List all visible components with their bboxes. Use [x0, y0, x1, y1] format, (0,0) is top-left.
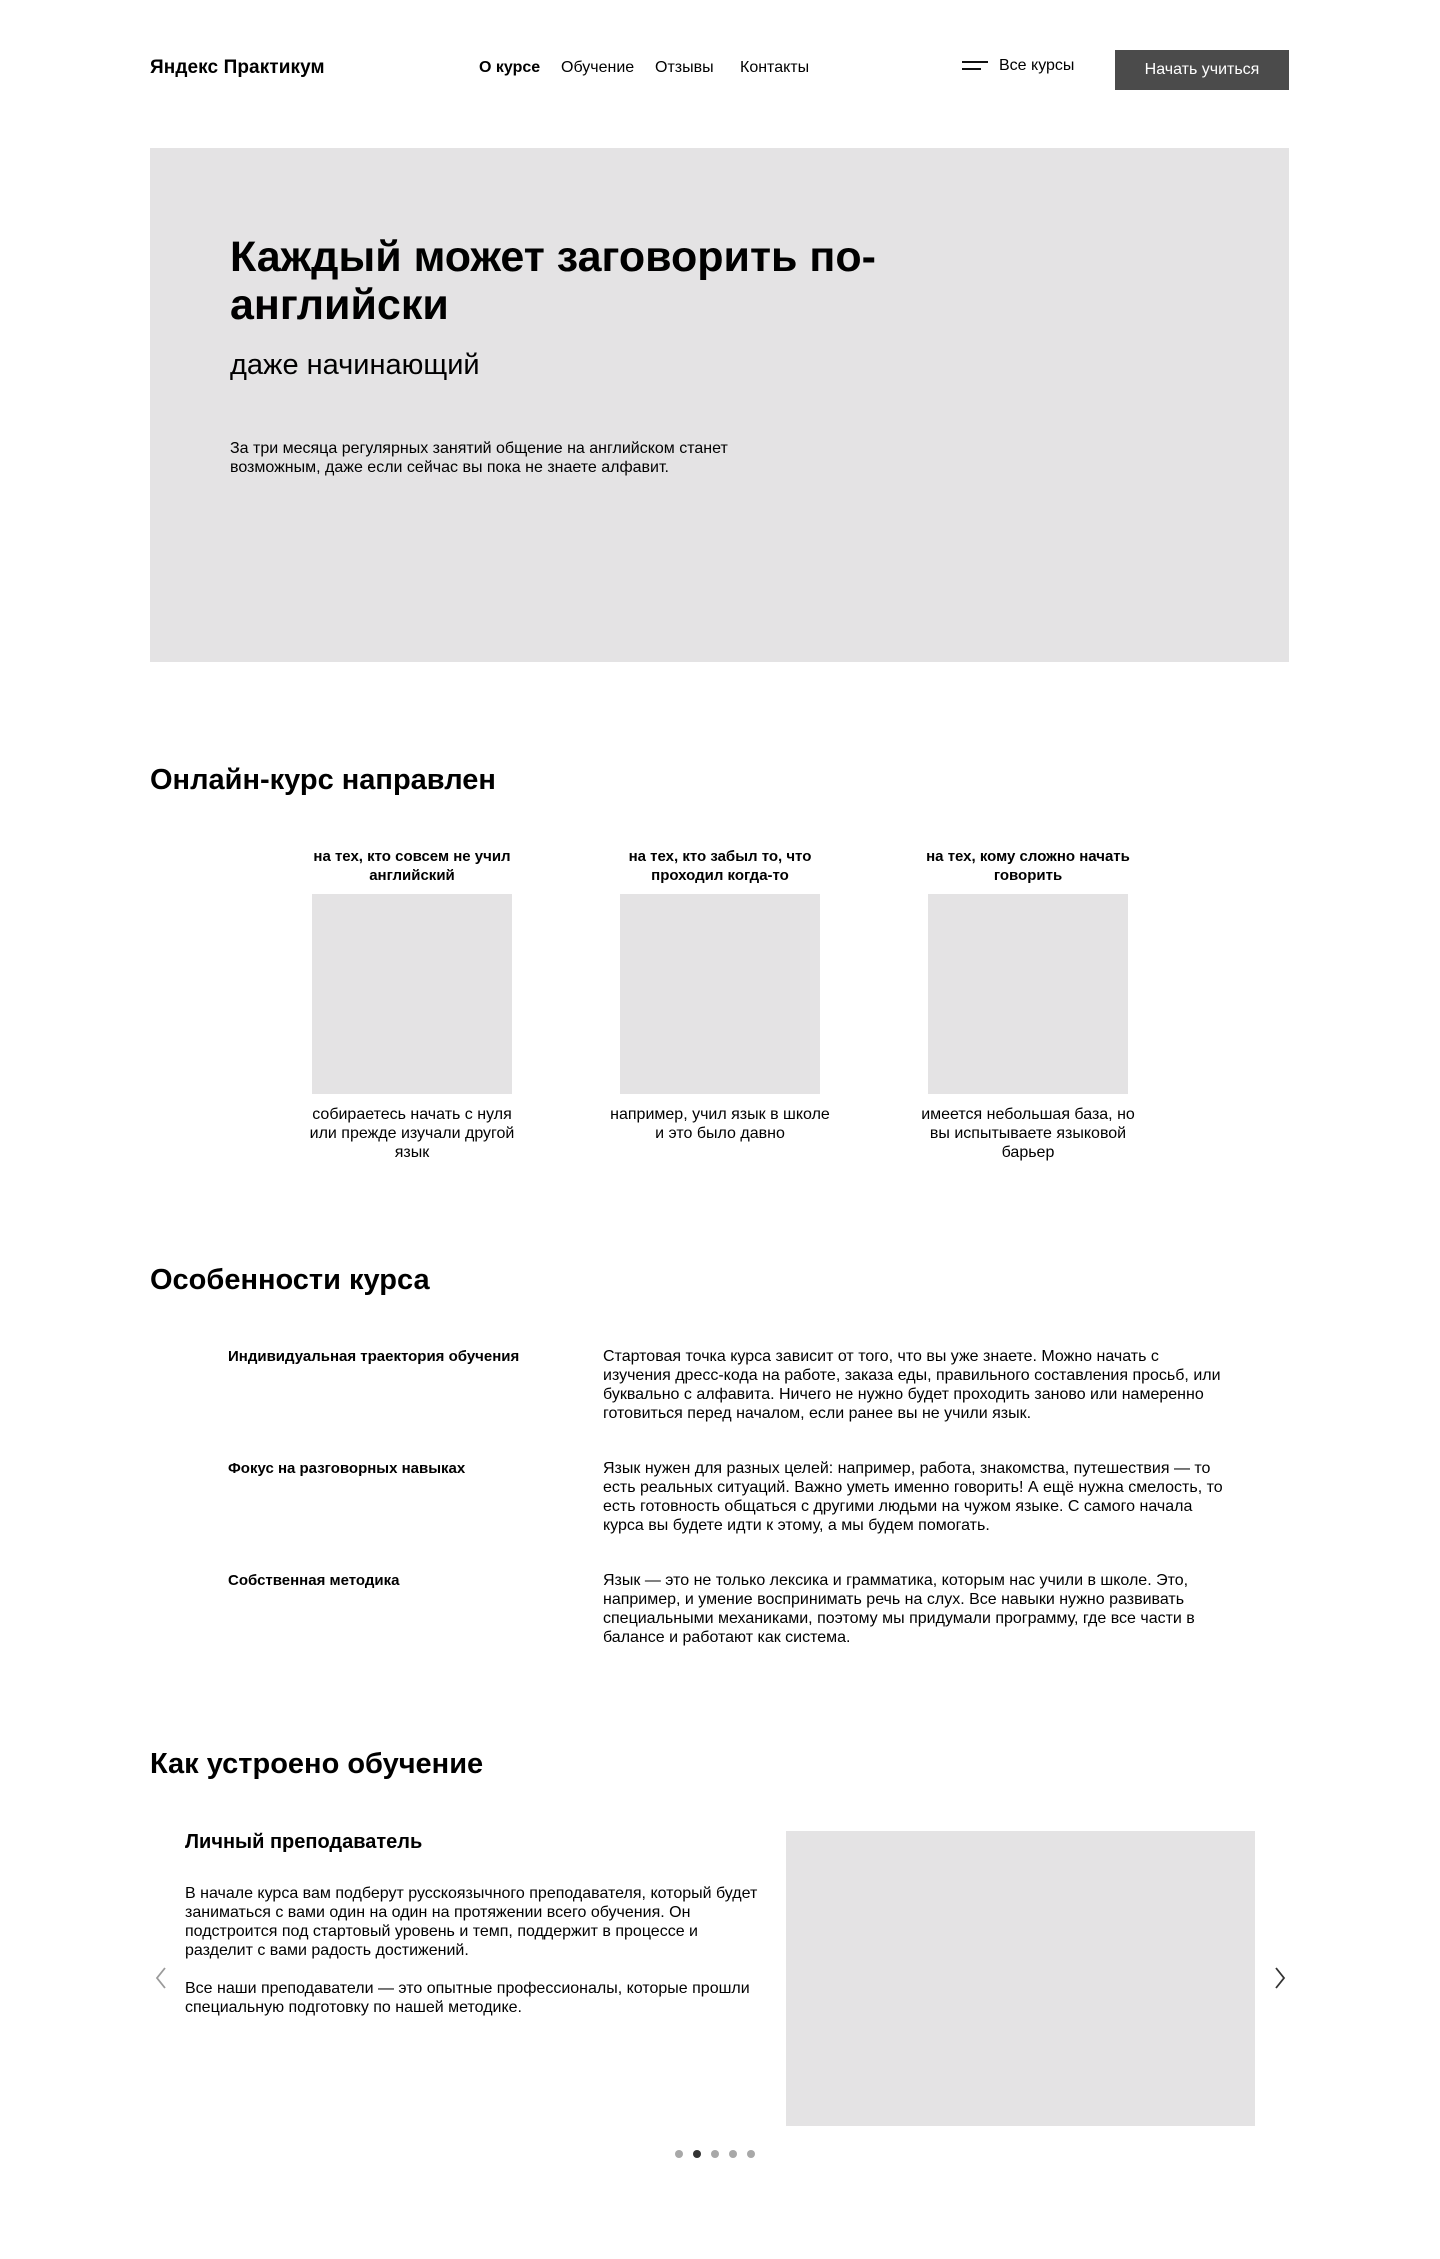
slider-dot[interactable] [729, 2150, 737, 2158]
slider-dot[interactable] [675, 2150, 683, 2158]
hero-banner [150, 148, 1289, 662]
nav-item-learning[interactable]: Обучение [561, 59, 635, 76]
start-learning-button[interactable]: Начать учиться [1115, 50, 1289, 90]
audience-card-description: например, учил язык в школе и это было давно [610, 1106, 830, 1142]
all-courses-button[interactable] [962, 57, 1074, 75]
slider-dot[interactable] [711, 2150, 719, 2158]
slider-dot-active[interactable] [693, 2150, 701, 2158]
hero-subtitle: даже начинающий [230, 349, 480, 381]
feature-name: Индивидуальная траектория обучения [228, 1348, 520, 1365]
burger-menu-icon [962, 60, 988, 72]
audience-card-image [928, 894, 1128, 1094]
slider-next-button[interactable] [1268, 1963, 1292, 1993]
audience-card-caption: на тех, кто совсем не учил английский [313, 848, 511, 884]
slide-text [185, 1884, 765, 2036]
nav-item-reviews[interactable]: Отзывы [655, 59, 714, 76]
feature-text: Стартовая точка курса зависит от того, что вы уже знаете. Можно начать с изучения дресс-кода на работе, заказа еды, правильного составления просьб, или буквально с алфавита. Ничего не нужно будет проходить заново или намеренно готовиться перед началом, если ранее вы не учили язык. [603, 1348, 1221, 1422]
feature-name: Фокус на разговорных навыках [228, 1460, 466, 1477]
audience-card-image [312, 894, 512, 1094]
audience-card-description: имеется небольшая база, но вы испытываете языковой барьер [921, 1106, 1135, 1161]
learning-section-title: Как устроено обучение [150, 1748, 484, 1780]
slide-paragraph: Все наши преподаватели — это опытные профессионалы, которые прошли специальную подготовку по нашей методике. [185, 1980, 750, 2016]
slide-paragraph: В начале курса вам подберут русскоязычного преподавателя, который будет заниматься с вами один на один на протяжении всего обучения. Он подстроится под стартовый уровень и темп, поддержит в процессе и разделит с вами радость достижений. [185, 1885, 758, 1959]
feature-text: Язык нужен для разных целей: например, работа, знакомства, путешествия — то есть реальных ситуаций. Важно уметь именно говорить! А ещё нужна смелость, то есть готовность общаться с другими людьми на чужом языке. С самого начала курса вы будете идти к этому, а мы будем помогать. [603, 1460, 1223, 1534]
slider-dot[interactable] [747, 2150, 755, 2158]
audience-card-image [620, 894, 820, 1094]
hero-description: За три месяца регулярных занятий общение на английском станет возможным, даже если сейчас вы пока не знаете алфавит. [230, 440, 728, 476]
slide-image [786, 1831, 1255, 2126]
all-courses-label: Все курсы [999, 57, 1075, 74]
audience-card-description: собираетесь начать с нуля или прежде изучали другой язык [309, 1106, 515, 1161]
chevron-right-icon [1274, 1967, 1286, 1989]
audience-card-caption: на тех, кто забыл то, что проходил когда-то [628, 848, 812, 884]
nav-item-about[interactable]: О курсе [479, 59, 541, 76]
hero-title: Каждый может заговорить по-английски [230, 233, 876, 329]
chevron-left-icon [155, 1967, 167, 1989]
slider-pagination [675, 2150, 755, 2158]
audience-section-title: Онлайн-курс направлен [150, 764, 496, 796]
feature-text: Язык — это не только лексика и грамматика, которым нас учили в школе. Это, например, и умение воспринимать речь на слух. Все навыки нужно развивать специальными механиками, поэтому мы придумали программу, где все части в балансе и работают как система. [603, 1572, 1195, 1646]
slider-prev-button[interactable] [149, 1963, 173, 1993]
logo[interactable]: Яндекс Практикум [150, 57, 325, 78]
nav-item-contacts[interactable]: Контакты [740, 59, 810, 76]
slide-title: Личный преподаватель [185, 1831, 423, 1853]
features-section-title: Особенности курса [150, 1264, 430, 1296]
audience-card-caption: на тех, кому сложно начать говорить [926, 848, 1130, 884]
feature-name: Собственная методика [228, 1572, 400, 1589]
